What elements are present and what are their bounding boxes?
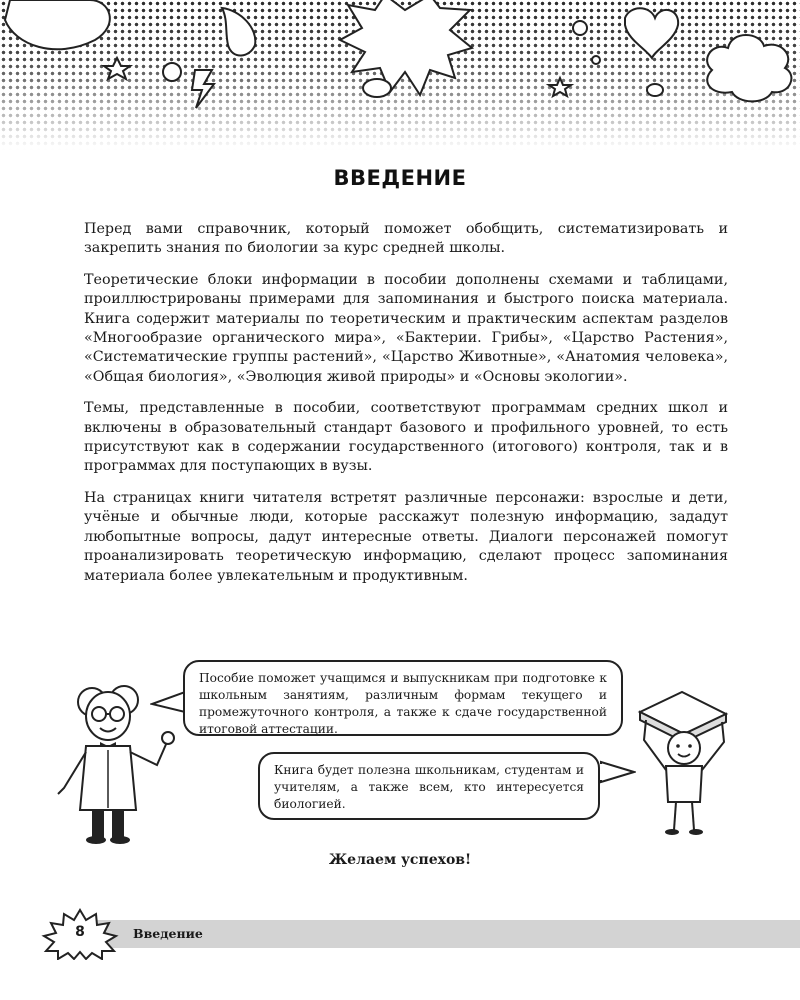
circle-shape [163, 63, 181, 81]
bubble-tail-right [596, 760, 636, 790]
paragraph: Теоретические блоки информации в пособии дополнены схемами и таблицами, проиллюстрированы примерами для запоминания и быстрого поиска материала. Книга содержит материалы по теоретическим и практическим аспектам разделов «Многообразие органического мира», «Бактерии. Грибы», «Царство Растения», «Систематические группы растений», «Царство Животные», «Анатомия человека», «Общая биология», «Эволюция живой природы» и «Основы экологии». [84, 271, 728, 385]
professor-speech-text: Пособие поможет учащимся и выпускникам при подготовке к школьным занятиям, различным формам текущего и промежуточного контроля, а также к сдаче государственной итоговой аттестации. [199, 671, 607, 736]
burst-shape [340, 0, 472, 95]
oval-shape [647, 84, 663, 96]
closing-wish: Желаем успехов! [328, 852, 472, 868]
paragraph: На страницах книги читателя встретят различные персонажи: взрослые и дети, учёные и обычные люди, которые расскажут полезную информацию, зададут любопытные вопросы, дадут интересные ответы. Диалоги персонажей помогут проанализировать теоретическую информацию, сделают процесс запоминания материала более увлекательным и продуктивным. [84, 489, 728, 584]
page-number: 8 [75, 924, 85, 940]
student-speech-text: Книга будет полезна школьникам, студентам и учителям, а также всем, кто интересуется биологией. [274, 763, 584, 811]
student-speech-bubble [258, 752, 600, 820]
paragraph: Перед вами справочник, который поможет обобщить, систематизировать и закрепить знания по биологии за курс средней школы. [84, 221, 728, 257]
cloud-shape [707, 35, 791, 101]
star-shape [549, 78, 571, 96]
student-illustration [630, 690, 740, 840]
circle-shape [573, 21, 587, 35]
page-title: ВВЕДЕНИЕ [333, 166, 467, 190]
heart-shape [625, 8, 678, 58]
page-number-badge [40, 908, 120, 960]
lightning-shape [192, 70, 214, 108]
header-decorations [0, 0, 800, 150]
intro-text [84, 220, 728, 598]
star-shape [104, 58, 130, 79]
swirl-bubble-shape [5, 0, 110, 49]
paragraph: Темы, представленные в пособии, соответствуют программам средних школ и включены в образовательный стандарт базового и профильного уровней, то есть присутствуют как в содержании государственного (итогового) контроля, так и в программах для поступающих в вузы. [84, 400, 728, 475]
footer-section-title: Введение [133, 926, 203, 941]
oval-shape [363, 79, 391, 97]
circle-shape [592, 56, 600, 64]
drop-shape [222, 8, 255, 56]
professor-speech-bubble [183, 660, 623, 736]
